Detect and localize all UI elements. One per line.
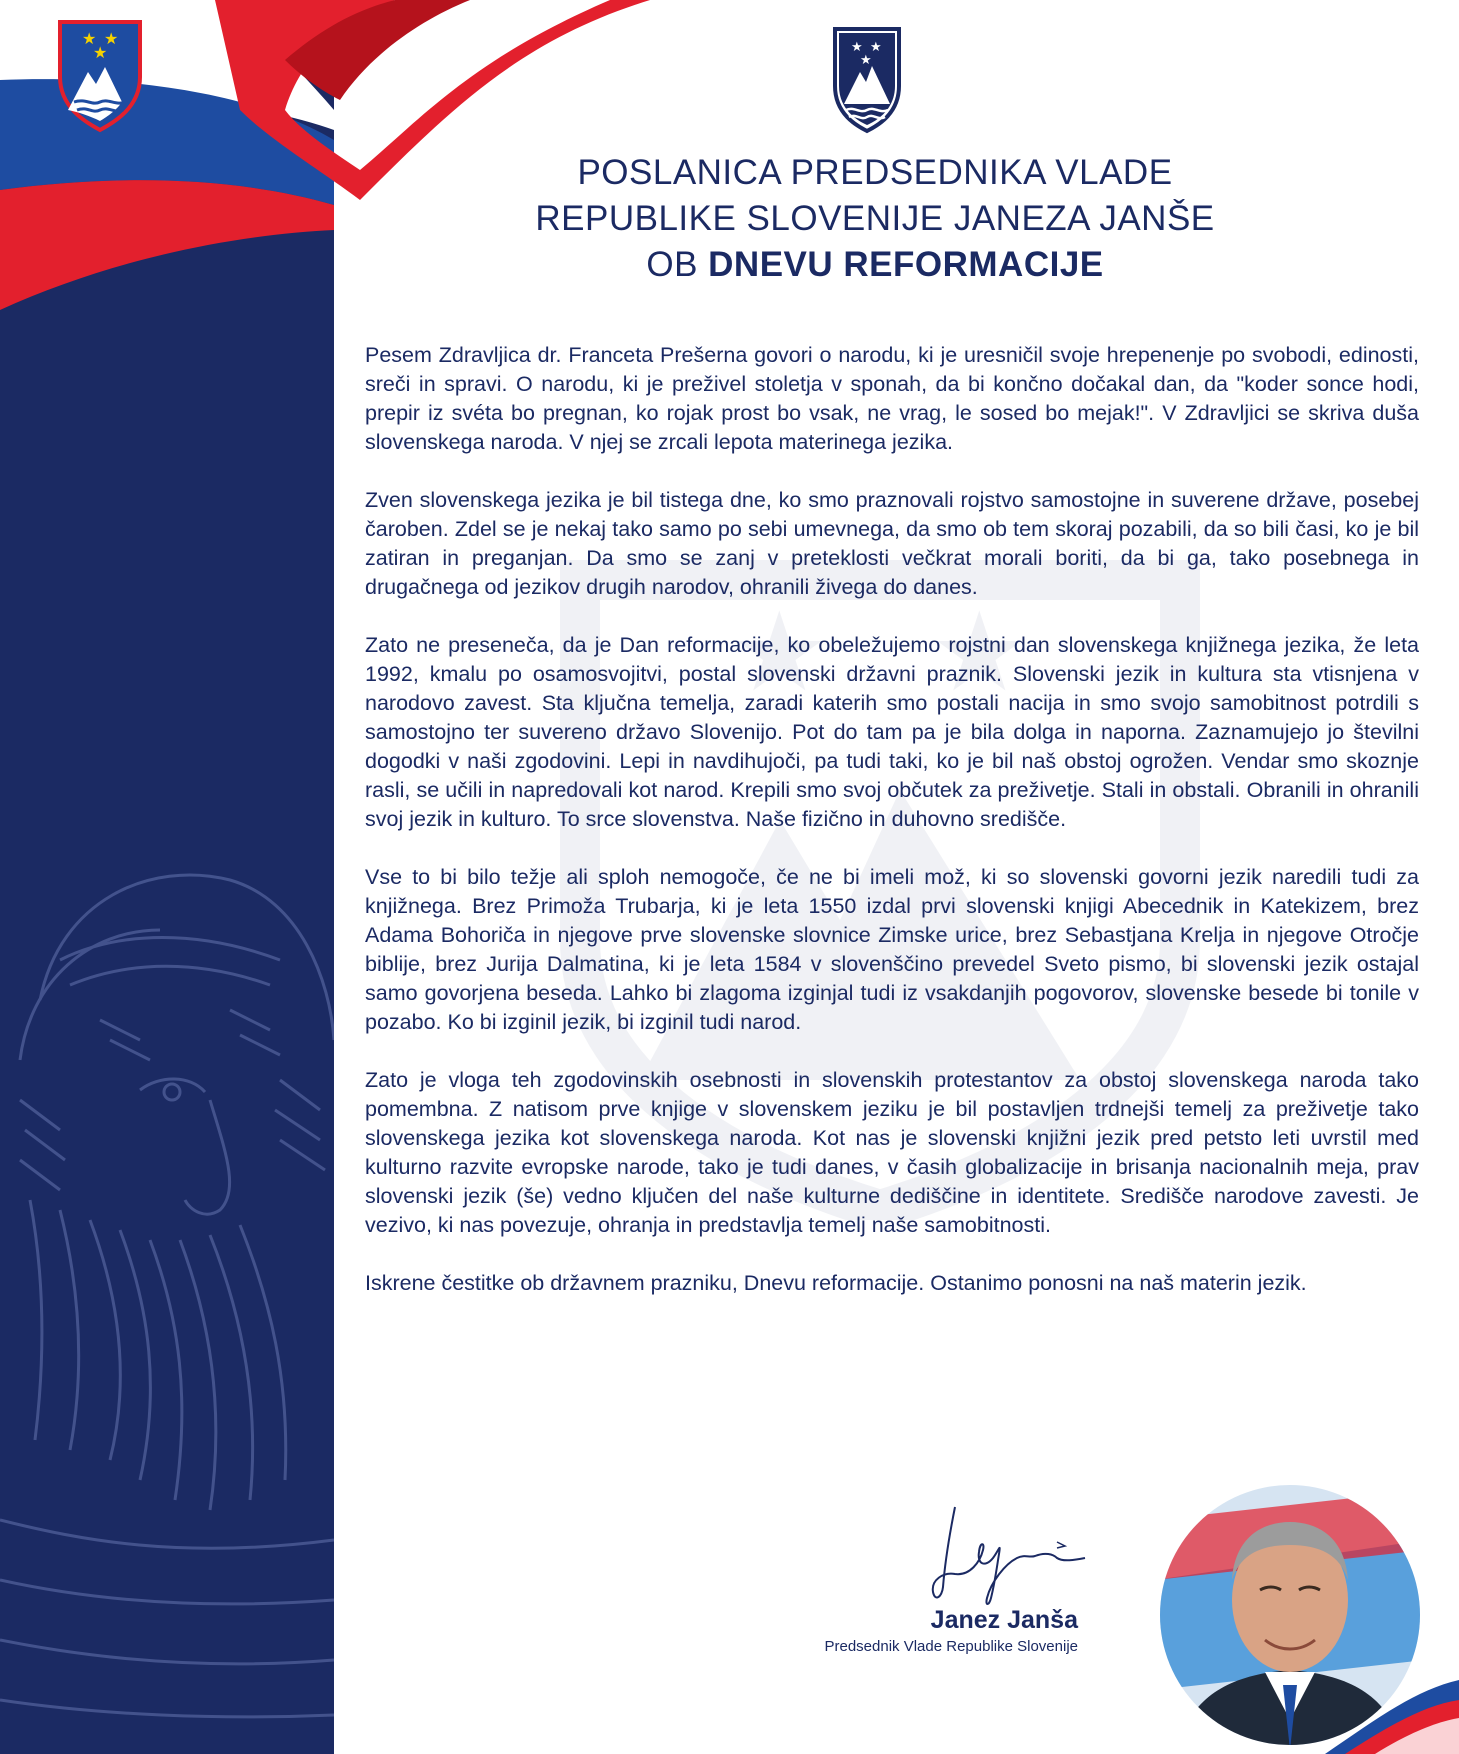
paragraph-3: Zato ne preseneča, da je Dan reformacije, ko obeležujemo rojstni dan slovenskega knjižnega jezika, že leta 1992, kmalu po osamosvojitvi, postal slovenski državni praznik. Slovenski jezik in kultura sta vtisnjena v narodovo zavest. Sta ključna temelja, zaradi katerih smo postali nacija in smo svojo samobitnost potrdili s samostojno ter suvereno državo Slovenijo. Pot do tam pa je bila dolga in naporna. Zaznamujejo jo številni dogodki v naši zgodovini. Lepi in navdihujoči, pa tudi taki, ko je bil naš obstoj ogrožen. Vendar smo skoznje rasli, se učili in napredovali kot narod. Krepili smo svoj občutek za preživetje. Stali in obstali. Obranili in ohranili svoj jezik in kulturo. To srce slovenstva. Naše fizično in duhovno središče. — [365, 633, 1419, 831]
svg-text:★: ★ — [870, 40, 882, 55]
paragraph-2: Zven slovenskega jezika je bil tistega dne, ko smo praznovali rojstvo samostojne in suverene države, posebej čaroben. Zdel se je nekaj tako samo po sebi umevnega, da smo ob tem skoraj pozabili, da so bili časi, ko je bil zatiran in preganjan. Da smo se zanj v preteklosti večkrat morali boriti, da bi ga, tako posebnega in drugačnega od jezikov drugih narodov, ohranili živega do danes. — [365, 488, 1419, 599]
svg-text:★: ★ — [860, 53, 872, 68]
paragraph-5: Zato je vloga teh zgodovinskih osebnosti in slovenskih protestantov za obstoj slovenskega naroda tako pomembna. Z natisom prve knjige v slovenskem jeziku je bil postavljen trdnejši temelj za preživetje tako slovenskega jezika kot slovenskega naroda. Kot nas je slovenski knjižni jezik pred petsto leti uvrstil med kulturno razvite evropske narode, tako je tudi danes, v časih globalizacije in brisanja nacionalnih meja, prav slovenski jezik (še) vedno ključen del naše kulturne dediščine in identitete. Središče narodove zavesti. Je vezivo, ki nas povezuje, ohranja in predstavlja temelj naše samobitnosti. — [365, 1068, 1419, 1237]
title-line-3 — [440, 242, 1310, 288]
letter-body — [365, 341, 1419, 1327]
title-line-2: REPUBLIKE SLOVENIJE JANEZA JANŠE — [535, 199, 1215, 238]
paragraph-4: Vse to bi bilo težje ali sploh nemogoče, če ne bi imeli mož, ki so slovenski govorni jezik naredili tudi za knjižnega. Brez Primoža Trubarja, ki je leta 1550 izdal prvi slovenski knjigi Abecednik in Katekizem, brez Adama Bohoriča in njegove prve slovenske slovnice Zimske urice, brez Sebastjana Krelja in njegove Otročje biblije, brez Jurija Dalmatina, ki je leta 1584 v slovenščino prevedel Sveto pismo, bi slovenski jezik ostajal samo govorjena beseda. Lahko bi zlagoma izginjal tudi iz vsakdanjih pogovorov, slovenske besede bi tonile v pozabo. Ko bi izginil jezik, bi izginil tudi narod. — [365, 865, 1419, 1034]
svg-text:★: ★ — [730, 588, 829, 716]
title-line-1: POSLANICA PREDSEDNIKA VLADE — [577, 153, 1173, 192]
signer-name: Janez Janša — [930, 1606, 1078, 1634]
svg-text:★: ★ — [930, 588, 1029, 716]
svg-text:★: ★ — [851, 40, 863, 55]
coat-of-arms-icon — [832, 26, 902, 134]
page-title — [440, 150, 1310, 288]
signature-icon — [925, 1502, 1095, 1612]
svg-text:★: ★ — [104, 29, 119, 48]
signer-title: Predsednik Vlade Republike Slovenije — [824, 1638, 1078, 1655]
title-line-3-prefix: OB — [646, 245, 709, 284]
paragraph-1: Pesem Zdravljica dr. Franceta Prešerna govori o narodu, ki je uresničil svoje hrepenenje po svobodi, edinosti, sreči in spravi. O narodu, ki je preživel stoletja v sponah, da bi končno dočakal dan, da "koder sonce hodi, prepir iz svéta bo pregnan, ko rojak prost bo vsak, ne vrag, le sosed bo mejak!". V Zdravljici se skriva duša slovenskega naroda. V njej se zrcali lepota materinega jezika. — [365, 343, 1419, 454]
portrait-photo — [1105, 1460, 1459, 1754]
svg-text:★: ★ — [93, 43, 108, 62]
svg-text:★: ★ — [82, 29, 97, 48]
title-line-3-bold: DNEVU REFORMACIJE — [708, 245, 1104, 284]
paragraph-6: Iskrene čestitke ob državnem prazniku, Dnevu reformacije. Ostanimo ponosni na naš materin jezik. — [365, 1271, 1307, 1295]
